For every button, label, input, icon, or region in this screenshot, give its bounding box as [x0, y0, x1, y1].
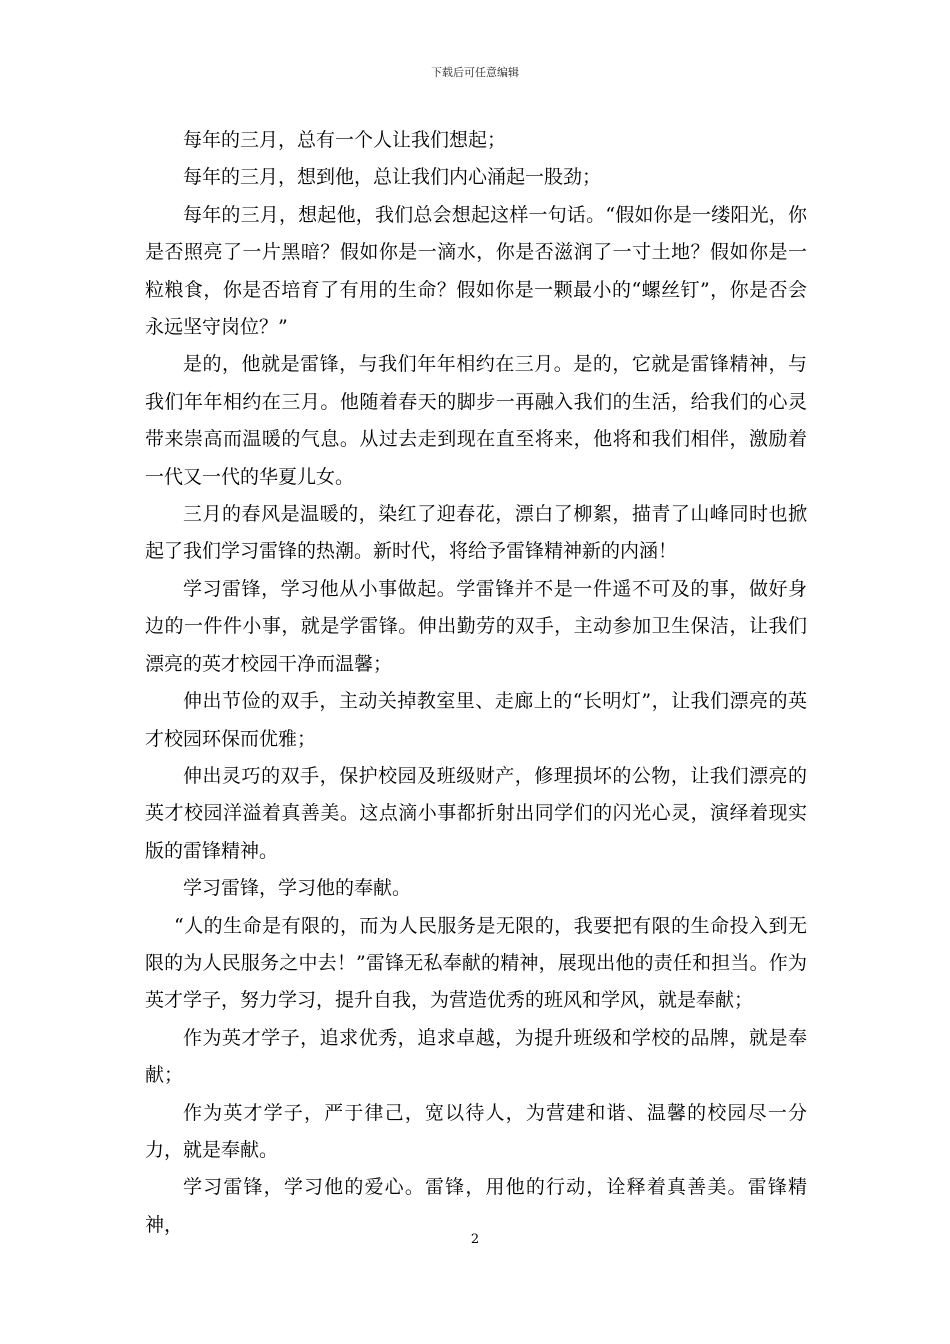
paragraph: 是的，他就是雷锋，与我们年年相约在三月。是的，它就是雷锋精神，与我们年年相约在三月。他随着春天的脚步一再融入我们的生活，给我们的心灵带来崇高而温暖的气息。从过去走到现在直至将来，他将和我们相伴，激励着一代又一代的华夏儿女。	[145, 353, 807, 488]
paragraph: 伸出节俭的双手，主动关掉教室里、走廊上的“长明灯”，让我们漂亮的英才校园环保而优雅；	[145, 690, 807, 750]
page-header-note: 下载后可任意编辑	[431, 66, 519, 79]
paragraph: 学习雷锋，学习他的奉献。	[183, 877, 412, 900]
paragraph: 伸出灵巧的双手，保护校园及班级财产，修理损坏的公物，让我们漂亮的英才校园洋溢着真善美。这点滴小事都折射出同学们的闪光心灵，演绎着现实版的雷锋精神。	[145, 764, 807, 862]
paragraph: 学习雷锋，学习他从小事做起。学雷锋并不是一件遥不可及的事，做好身边的一件件小事，就是学雷锋。伸出勤劳的双手，主动参加卫生保洁，让我们漂亮的英才校园干净而温馨；	[145, 577, 807, 675]
paragraph: 学习雷锋，学习他的爱心。雷锋，用他的行动，诠释着真善美。雷锋精神，	[145, 1176, 807, 1236]
paragraph: 作为英才学子，追求优秀，追求卓越，为提升班级和学校的品牌，就是奉献；	[145, 1026, 807, 1087]
paragraph: 每年的三月，想起他，我们总会想起这样一句话。“假如你是一缕阳光，你是否照亮了一片黑暗？假如你是一滴水，你是否滋润了一寸土地？假如你是一粒粮食，你是否培育了有用的生命？假如你是一颗最小的“螺丝钉”，你是否会永远坚守岗位？”	[145, 203, 807, 339]
page-number: 2	[470, 1232, 480, 1247]
paragraph: 每年的三月，总有一个人让我们想起；	[183, 129, 507, 151]
paragraph: 三月的春风是温暖的，染红了迎春花，漂白了柳絮，描青了山峰同时也掀起了我们学习雷锋的热潮。新时代，将给予雷锋精神新的内涵！	[145, 503, 807, 563]
paragraph: 每年的三月，想到他，总让我们内心涌起一股劲；	[183, 166, 602, 189]
paragraph: “人的生命是有限的，而为人民服务是无限的，我要把有限的生命投入到无限的为人民服务之中去！”雷锋无私奉献的精神，展现出他的责任和担当。作为英才学子，努力学习，提升自我，为营造优秀的班风和学风，就是奉献；	[145, 914, 807, 1012]
document-body	[145, 122, 807, 1244]
paragraph: 作为英才学子，严于律己，宽以待人，为营建和谐、温馨的校园尽一分力，就是奉献。	[145, 1101, 807, 1161]
